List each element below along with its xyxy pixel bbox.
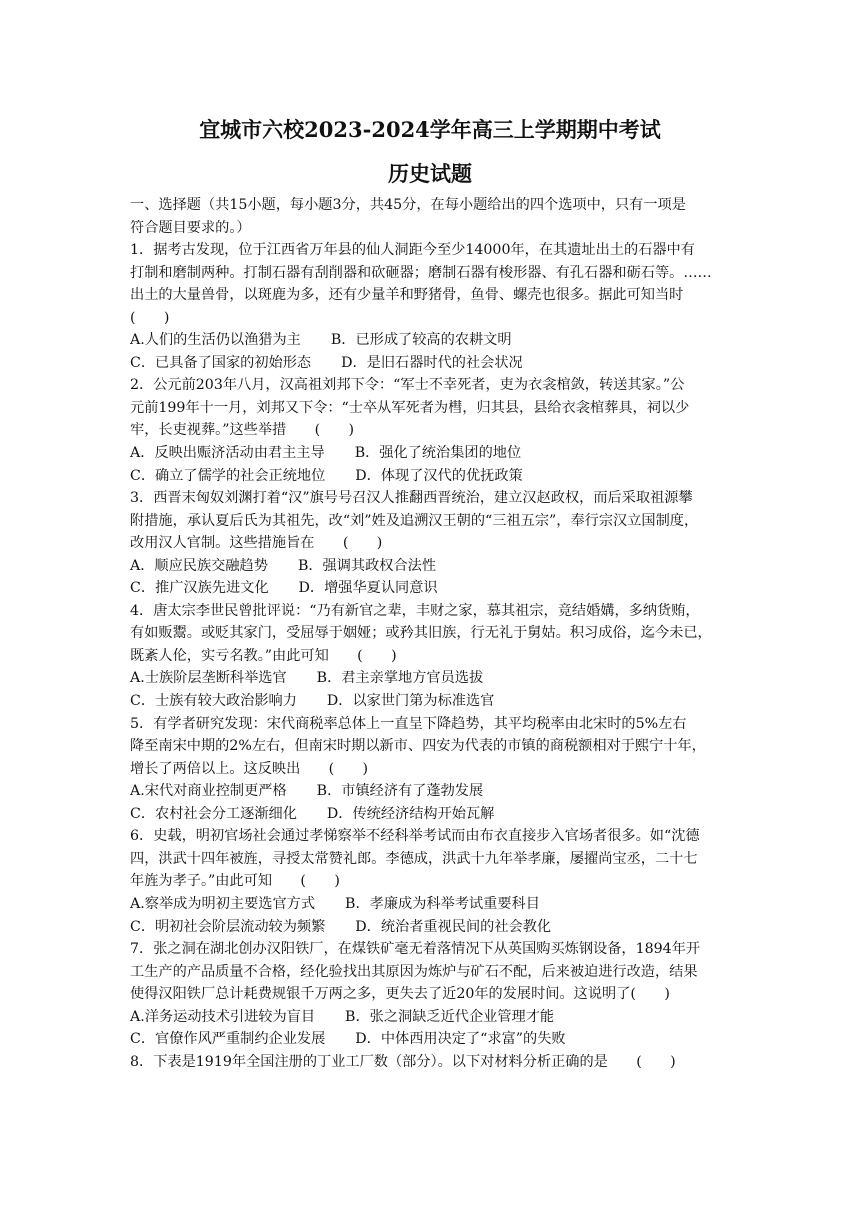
section-heading-cont: 符合题目要求的。）: [130, 219, 251, 236]
question-3: [130, 487, 750, 600]
question-text-line: 5．有学者研究发现：宋代商税率总体上一直呈下降趋势，其平均税率由北宋时的5%左右: [130, 715, 687, 732]
question-text-line: 8．下表是1919年全国注册的丁业工厂数（部分）。以下对材料分析正确的是 ( ): [130, 1053, 676, 1070]
option-b[interactable]: B．已形成了较高的农耕文明: [330, 332, 512, 349]
option-b[interactable]: B．君主亲掌地方官员选拔: [316, 670, 484, 687]
option-a[interactable]: A.察举成为明初主要选官方式: [130, 895, 316, 912]
exam-body: [130, 194, 750, 1073]
question-text-line: 使得汉阳铁厂总计耗费规银千万两之多，更失去了近20年的发展时间。这说明了( ): [130, 986, 670, 1003]
question-text-line: 降至南宋中期的2%左右，但南宋时期以新市、四安为代表的市镇的商税额相对于熙宁十年，: [130, 738, 706, 755]
question-text-line: 7．张之洞在湖北创办汉阳铁厂，在煤铁矿毫无着落情况下从英国购买炼钢设备，1894年开: [130, 941, 701, 958]
option-row: [130, 780, 750, 803]
exam-subtitle: 历史试题: [388, 161, 472, 186]
question-text-line: 年旌为孝子。”由此可知 ( ): [130, 873, 340, 890]
option-row: [130, 667, 750, 690]
option-d[interactable]: D．体现了汉代的优抚政策: [355, 467, 523, 484]
option-row: [130, 465, 750, 488]
option-a[interactable]: A．顺应民族交融趋势: [130, 557, 268, 574]
question-text-line: ( ): [130, 309, 170, 326]
option-a[interactable]: A.人们的生活仍以渔猎为主: [130, 332, 301, 349]
question-text-line: 增长了两倍以上。这反映出 ( ): [130, 760, 369, 777]
option-row: [130, 893, 750, 916]
question-6: [130, 825, 750, 938]
option-d[interactable]: D．是旧石器时代的社会状况: [341, 354, 523, 371]
option-c[interactable]: C．推广汉族先进文化: [130, 580, 269, 597]
question-text-line: 附措施，承认夏后氏为其祖先，改“刘”姓及追溯汉王朝的“三祖五宗”，奉行宗汉立国制度，: [130, 512, 699, 529]
option-b[interactable]: B．孝廉成为科举考试重要科目: [345, 895, 540, 912]
option-d[interactable]: D．中体西用决定了“求富”的失败: [355, 1031, 566, 1048]
option-d[interactable]: D．传统经济结构开始瓦解: [326, 805, 495, 822]
question-5: [130, 713, 750, 826]
option-row: [130, 916, 750, 939]
question-text-line: 1．据考古发现，位于江西省万年县的仙人洞距今至少14000年，在其遗址出土的石器中有: [130, 242, 695, 259]
option-c[interactable]: C．已具备了国家的初始形态: [130, 354, 312, 371]
option-c[interactable]: C．确立了儒学的社会正统地位: [130, 467, 326, 484]
option-c[interactable]: C．官僚作风严重制约企业发展: [130, 1031, 326, 1048]
option-row: [130, 1028, 750, 1051]
question-text-line: 牢，长吏视葬。”这些举措 ( ): [130, 422, 355, 439]
option-d[interactable]: D．以家世门第为标准选官: [326, 693, 495, 710]
question-text-line: 打制和磨制两种。打制石器有刮削器和砍砸器；磨制石器有梭形器、有孔石器和砺石等。……: [130, 264, 712, 281]
option-b[interactable]: B．强化了统治集团的地位: [354, 445, 522, 462]
option-c[interactable]: C．士族有较大政治影响力: [130, 693, 297, 710]
question-2: [130, 374, 750, 487]
option-b[interactable]: B．强调其政权合法性: [297, 557, 437, 574]
option-row: [130, 442, 750, 465]
option-row: [130, 1006, 750, 1029]
option-d[interactable]: D．统治者重视民间的社会教化: [355, 918, 552, 935]
question-7: [130, 938, 750, 1051]
option-row: [130, 352, 750, 375]
question-text-line: 元前199年十一月，刘邦又下令：“士卒从军死者为槥，归其县，县给衣衾棺葬具，祠以少: [130, 399, 690, 416]
question-8: [130, 1051, 750, 1074]
exam-title: 宜城市六校2023-2024学年高三上学期期中考试: [199, 117, 661, 142]
option-a[interactable]: A.宋代对商业控制更严格: [130, 783, 287, 800]
option-b[interactable]: B．张之洞缺乏近代企业管理才能: [345, 1008, 555, 1025]
question-text-line: 既紊人伦，实亏名教。”由此可知 ( ): [130, 647, 397, 664]
option-a[interactable]: A.士族阶层垄断科举选官: [130, 670, 287, 687]
option-c[interactable]: C．农村社会分工逐渐细化: [130, 805, 297, 822]
option-row: [130, 329, 750, 352]
question-text-line: 工生产的产品质量不合格，经化验找出其原因为炼炉与矿石不配，后来被迫进行改造，结果: [130, 963, 698, 980]
question-text-line: 6．史载，明初官场社会通过孝悌察举不经科举考试而由布衣直接步入官场者很多。如“沈德: [130, 828, 700, 845]
option-row: [130, 555, 750, 578]
question-text-line: 2．公元前203年八月，汉高祖刘邦下令：“军士不幸死者，吏为衣衾棺敛，转送其家。”公: [130, 377, 685, 394]
question-text-line: 出土的大量兽骨，以斑鹿为多，还有少量羊和野猪骨，鱼骨、螺壳也很多。据此可知当时: [130, 287, 684, 304]
option-row: [130, 577, 750, 600]
question-text-line: 3．西晋末匈奴刘渊打着“汉”旗号号召汉人推翻西晋统治，建立汉赵政权，而后采取祖源攀: [130, 490, 693, 507]
option-row: [130, 690, 750, 713]
option-c[interactable]: C．明初社会阶层流动较为频繁: [130, 918, 326, 935]
question-1: [130, 239, 750, 374]
question-text-line: 四，洪武十四年被旌，寻授太常赞礼郎。李德成，洪武十九年举孝廉，屡擢尚宝丞，二十七: [130, 850, 698, 867]
question-text-line: 有如贩鬻。或贬其家门，受屈辱于姻娅；或矜其旧族，行无礼于舅姑。积习成俗，迄今未已，: [130, 625, 712, 642]
option-row: [130, 803, 750, 826]
section-heading: 一、选择题（共15小题，每小题3分，共45分，在每小题给出的四个选项中，只有一项是: [130, 197, 686, 213]
option-a[interactable]: A.洋务运动技术引进较为盲目: [130, 1008, 316, 1025]
option-a[interactable]: A．反映出赈济活动由君主主导: [130, 445, 325, 462]
question-text-line: 4．唐太宗李世民曾批评说：“乃有新官之辈，丰财之家，慕其祖宗，竞结婚媾，多纳货贿，: [130, 602, 700, 619]
question-text-line: 改用汉人官制。这些措施旨在 ( ): [130, 535, 383, 552]
option-d[interactable]: D．增强华夏认同意识: [298, 580, 438, 597]
option-b[interactable]: B．市镇经济有了蓬勃发展: [316, 783, 484, 800]
question-4: [130, 600, 750, 713]
